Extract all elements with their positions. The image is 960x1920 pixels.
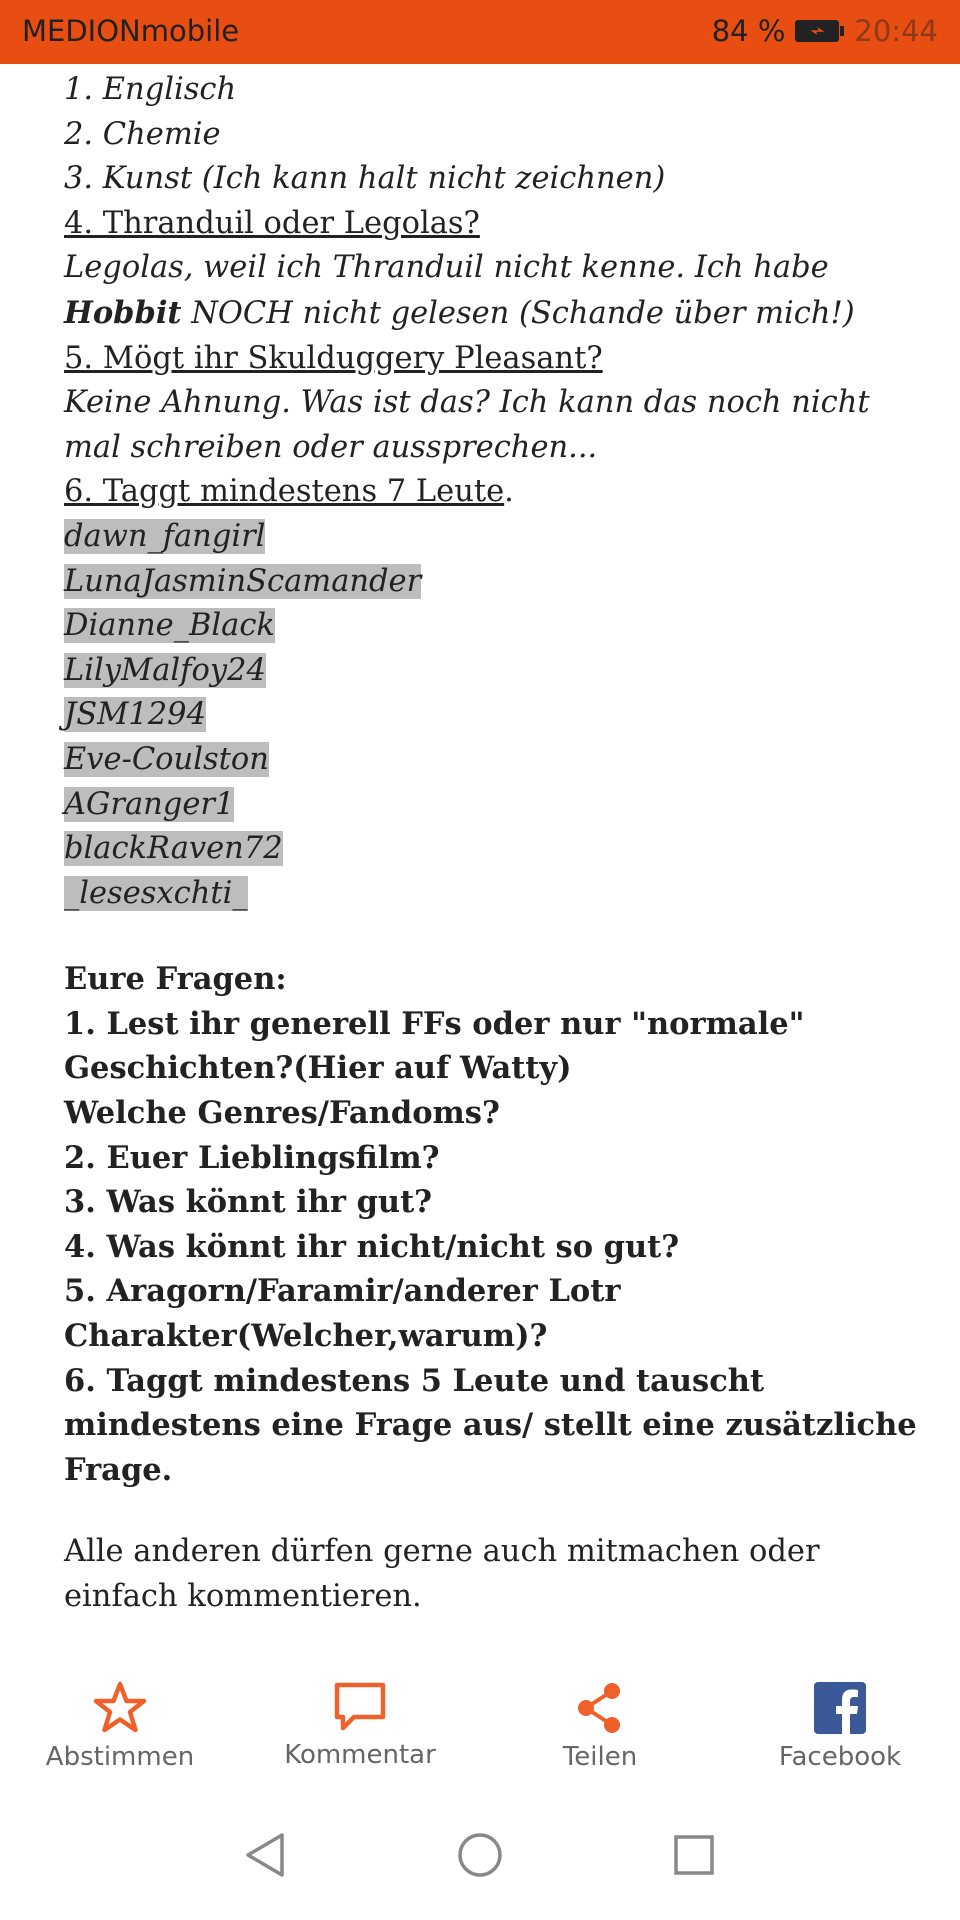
tagged-user[interactable]: _lesesxchti_ — [64, 875, 248, 911]
battery-percent: 84 % — [711, 14, 786, 48]
question-6-heading: 6. Taggt mindestens 7 Leute — [64, 474, 505, 510]
comment-label: Kommentar — [284, 1740, 436, 1770]
star-icon — [0, 1680, 240, 1736]
comment-icon — [240, 1680, 480, 1734]
status-right-group — [712, 14, 938, 48]
tagged-user[interactable]: LilyMalfoy24 — [64, 652, 266, 688]
facebook-label: Facebook — [778, 1742, 902, 1772]
question-line: Welche Genres/Fandoms? — [64, 1095, 500, 1132]
question-line: 6. Taggt mindestens 5 Leute und tauscht — [64, 1362, 765, 1399]
facebook-icon — [720, 1680, 960, 1736]
question-line: 2. Euer Lieblingsfilm? — [64, 1139, 440, 1176]
back-triangle-icon[interactable] — [242, 1830, 288, 1884]
closing-line: Alle anderen dürfen gerne auch mitmachen oder — [64, 1534, 820, 1570]
system-nav-bar — [0, 1830, 960, 1900]
questions-heading: Eure Fragen: — [64, 961, 287, 998]
answer-4-rest: NOCH nicht gelesen (Schande über mich!) — [181, 295, 855, 331]
tagged-user[interactable]: Dianne_Black — [64, 608, 275, 644]
answer-4-line — [64, 291, 904, 337]
vote-label: Abstimmen — [45, 1742, 195, 1772]
share-label: Teilen — [562, 1742, 638, 1772]
tagged-user[interactable]: blackRaven72 — [64, 831, 283, 867]
question-line: 4. Was könnt ihr nicht/nicht so gut? — [64, 1228, 680, 1265]
question-6-period: . — [504, 474, 514, 510]
answer-5-line: Keine Ahnung. Was ist das? Ich kann das noch nicht — [64, 385, 870, 421]
question-line: 3. Was könnt ihr gut? — [64, 1184, 433, 1221]
vote-button[interactable] — [0, 1680, 240, 1772]
question-line: Geschichten?(Hier auf Watty) — [64, 1050, 572, 1087]
answer-4-line: Legolas, weil ich Thranduil nicht kenne. Ich habe — [64, 250, 829, 286]
answer-line: 2. Chemie — [64, 116, 221, 152]
tagged-user[interactable]: LunaJasminScamander — [64, 563, 422, 599]
closing-line: einfach kommentieren. — [64, 1579, 422, 1614]
hobbit-bold-text: Hobbit — [64, 294, 182, 331]
recents-square-icon[interactable] — [672, 1830, 716, 1884]
comment-button[interactable] — [240, 1680, 480, 1770]
facebook-button[interactable] — [720, 1680, 960, 1772]
question-4-heading: 4. Thranduil oder Legolas? — [64, 205, 480, 241]
answer-line: 1. Englisch — [64, 72, 237, 107]
clock-time: 20:44 — [854, 14, 938, 48]
tagged-user[interactable]: dawn_fangirl — [64, 518, 266, 554]
tagged-user[interactable]: AGranger1 — [64, 786, 235, 822]
story-action-bar — [0, 1680, 960, 1792]
battery-icon — [795, 20, 844, 42]
question-5-heading: 5. Mögt ihr Skulduggery Pleasant? — [64, 340, 603, 376]
question-line: Frage. — [64, 1451, 173, 1488]
home-circle-icon[interactable] — [456, 1830, 504, 1884]
answer-line: 3. Kunst (Ich kann halt nicht zeichnen) — [64, 161, 666, 197]
answer-5-line: mal schreiben oder aussprechen... — [64, 429, 598, 465]
share-button[interactable] — [480, 1680, 720, 1772]
status-bar — [0, 0, 960, 64]
question-line: 1. Lest ihr generell FFs oder nur "normale" — [64, 1005, 805, 1042]
question-line: 5. Aragorn/Faramir/anderer Lotr — [64, 1273, 621, 1310]
story-content — [64, 68, 917, 1620]
tagged-user[interactable]: Eve-Coulston — [64, 741, 269, 777]
carrier-name: MEDIONmobile — [22, 14, 240, 48]
question-line: mindestens eine Frage aus/ stellt eine zusätzliche — [64, 1407, 917, 1444]
share-icon — [480, 1680, 720, 1736]
tagged-user[interactable]: JSM1294 — [64, 697, 206, 733]
question-line: Charakter(Welcher,warum)? — [64, 1318, 548, 1355]
